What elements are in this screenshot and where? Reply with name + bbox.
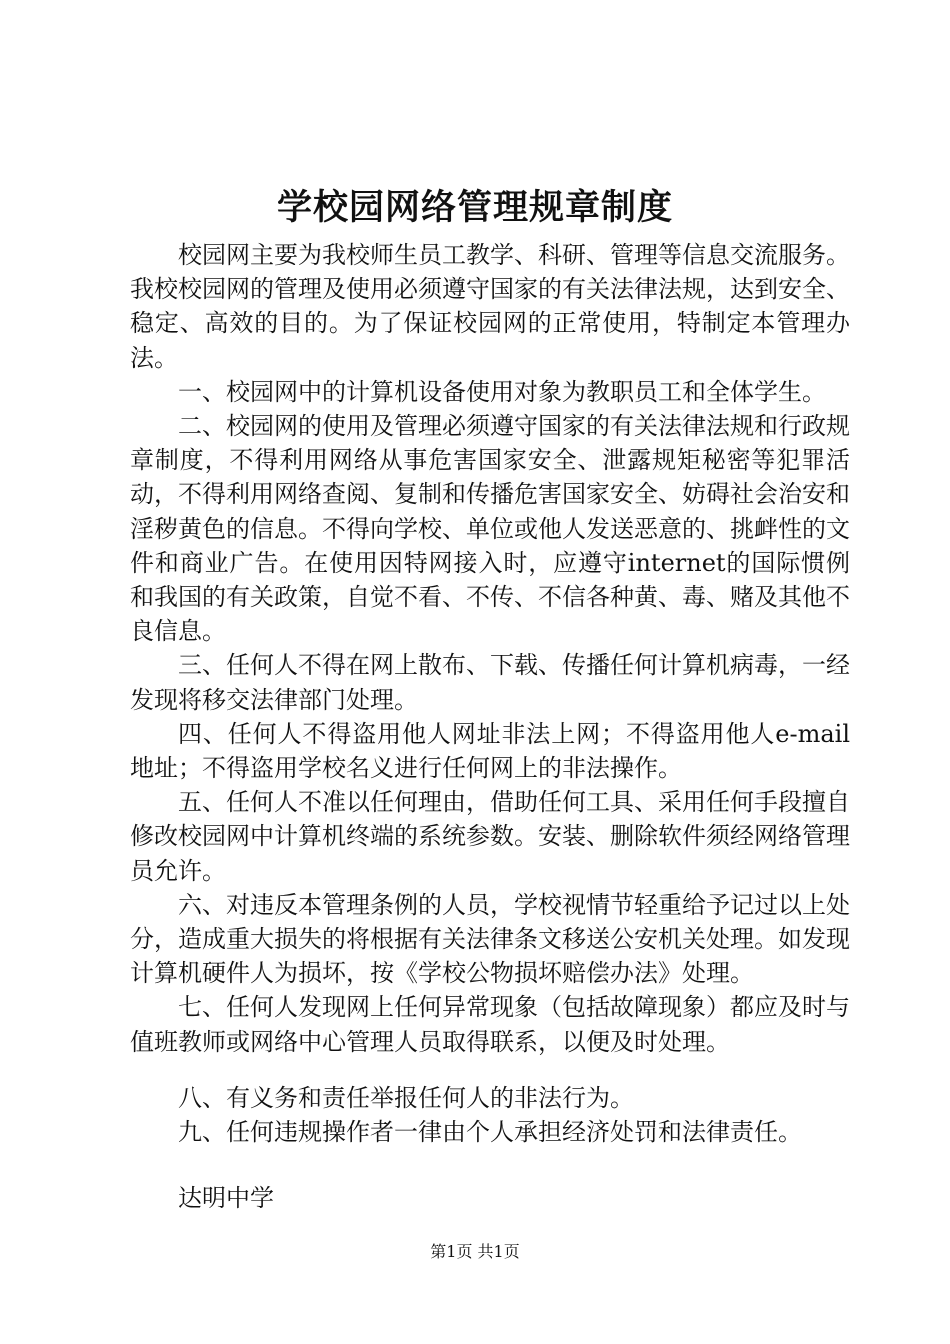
rule-1-paragraph: 一、校园网中的计算机设备使用对象为教职员工和全体学生。: [178, 377, 826, 406]
rule-8-paragraph: 八、有义务和责任举报任何人的非法行为。: [178, 1083, 634, 1112]
rule-9-paragraph: 九、任何违规操作者一律由个人承担经济处罚和法律责任。: [178, 1118, 802, 1147]
document-title: 学校园网络管理规章制度: [276, 187, 673, 228]
rule-2-paragraph: 二、校园网的使用及管理必须遵守国家的有关法律法规和行政规章制度，不得利用网络从事危害国家安全、泄露规矩秘密等犯罪活动，不得利用网络查阅、复制和传播危害国家安全、妨碍社会治安和淫秽黄色的信息。不得向学校、单位或他人发送恶意的、挑衅性的文件和商业广告。在使用因特网接入时，应遵守internet的国际惯例和我国的有关政策，自觉不看、不传、不信各种黄、毒、赌及其他不良信息。: [130, 412, 850, 646]
rule-4-paragraph: 四、任何人不得盗用他人网址非法上网；不得盗用他人e-mail地址；不得盗用学校名义进行任何网上的非法操作。: [130, 719, 850, 783]
signature-spacer: [130, 1149, 850, 1181]
page-number-footer: 第1页 共1页: [430, 1242, 520, 1261]
school-signature: 达明中学: [178, 1184, 274, 1213]
intro-paragraph: 校园网主要为我校师生员工教学、科研、管理等信息交流服务。我校校园网的管理及使用必须遵守国家的有关法律法规，达到安全、稳定、高效的目的。为了保证校园网的正常使用，特制定本管理办法。: [130, 241, 850, 372]
rule-6-paragraph: 六、对违反本管理条例的人员，学校视情节轻重给予记过以上处分，造成重大损失的将根据有关法律条文移送公安机关处理。如发现计算机硬件人为损坏，按《学校公物损坏赔偿办法》处理。: [130, 890, 850, 988]
rule-7-paragraph: 七、任何人发现网上任何异常现象（包括故障现象）都应及时与值班教师或网络中心管理人员取得联系，以便及时处理。: [130, 993, 850, 1056]
rule-3-paragraph: 三、任何人不得在网上散布、下载、传播任何计算机病毒，一经发现将移交法律部门处理。: [130, 651, 850, 714]
document-body: [130, 238, 850, 1215]
paragraph-spacer: [130, 1059, 850, 1081]
rule-5-paragraph: 五、任何人不准以任何理由，借助任何工具、采用任何手段擅自修改校园网中计算机终端的系统参数。安装、删除软件须经网络管理员允许。: [130, 788, 850, 885]
